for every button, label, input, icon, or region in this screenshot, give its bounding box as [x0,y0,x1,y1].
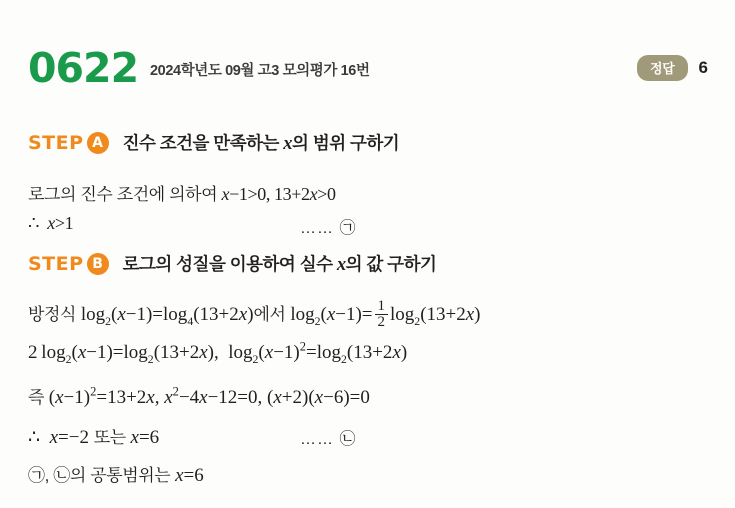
step-a-header [28,130,399,155]
step-b-line-2: 2 $\log_2(x-1)=\log_2(13+2x)$, $\log_2(x-1)^2=\log_2(13+2x)$ [28,339,408,366]
step-b-word: STEP [28,252,84,275]
step-b-line-3: 즉 $(x-1)^2=13+2x$, $x^2-4x-12=0$, (x+2)(x−6)=0 [28,384,370,408]
problem-number: 0622 [28,44,139,92]
step-a-title: 진수 조건을 만족하는 x의 범위 구하기 [122,133,400,154]
step-b-line-5: ㉠, ㉡의 공통범위는 x=6 [28,465,204,486]
step-a-line-2: ∴ x>1 [28,213,74,233]
answer-label-badge: 정답 [637,55,688,81]
step-a-reference-mark: …… ㉠ [300,220,357,237]
problem-header [28,46,708,92]
step-b-title: 로그의 성질을 이용하여 실수 x의 값 구하기 [122,254,437,275]
step-b-header [28,251,436,276]
step-a-word: STEP [28,131,84,154]
step-b-line-4: ∴ x=−2 또는 x=6 [28,427,160,448]
step-b-line-1: 방정식 $\log_2(x-1)=\log_4(13+2x)$에서 $\log_2(x-1)=$ $\frac{1}{2}$ $\log_2(13+2x)$ [28,298,481,331]
step-a-line-1: 로그의 진수 조건에 의하여 x−1>0, 13+2x>0 [28,184,336,204]
problem-source: 2024학년도 09월 고3 모의평가 16번 [150,63,370,79]
answer-value: 6 [698,58,708,77]
step-a-badge: A [87,132,109,154]
step-b-badge: B [87,253,109,275]
step-b-reference-mark: …… ㉡ [300,431,357,448]
answer-group [637,55,708,81]
